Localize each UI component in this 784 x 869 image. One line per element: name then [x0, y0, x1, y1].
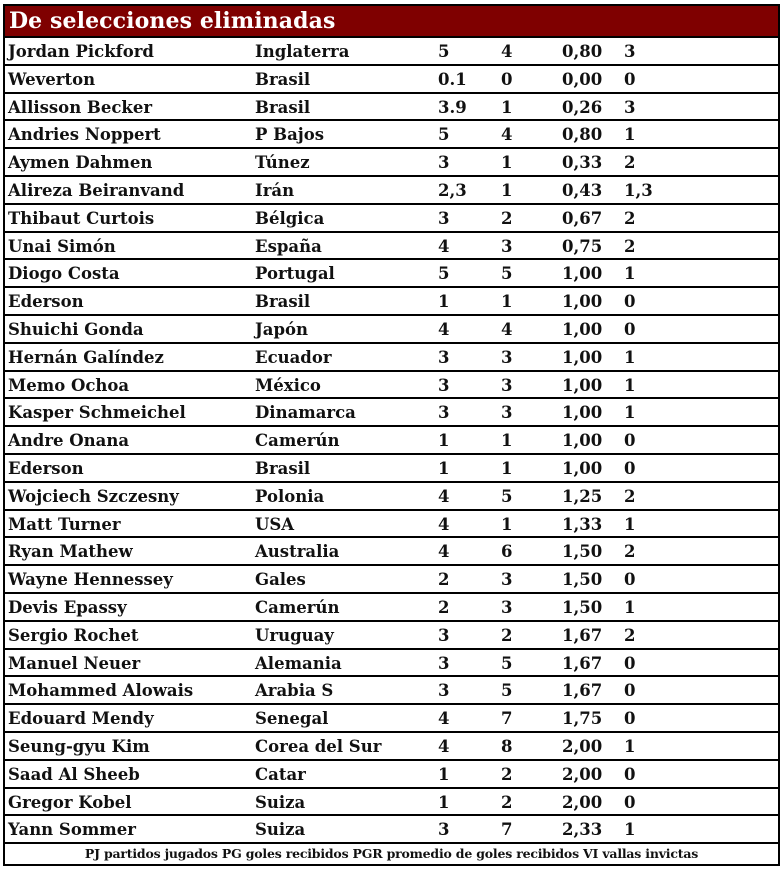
- goals-conceded: 4: [501, 319, 513, 339]
- clean-sheets: 0: [624, 458, 636, 478]
- clean-sheets: 0: [624, 792, 636, 812]
- goalkeeper-name: Unai Simón: [8, 236, 116, 256]
- table-row: [5, 622, 778, 650]
- table-row: [5, 94, 778, 122]
- goals-conceded-average: 1,50: [562, 542, 603, 562]
- goals-conceded: 7: [501, 820, 513, 840]
- team-country: Japón: [255, 319, 309, 339]
- goals-conceded: 8: [501, 736, 513, 756]
- team-country: Túnez: [255, 153, 310, 173]
- goals-conceded-average: 1,50: [562, 570, 603, 590]
- goals-conceded-average: 1,67: [562, 625, 603, 645]
- team-country: Camerún: [255, 597, 340, 617]
- table-row: [5, 538, 778, 566]
- goals-conceded: 5: [501, 486, 513, 506]
- table-row: [5, 427, 778, 455]
- table-row: [5, 816, 778, 844]
- team-country: Catar: [255, 764, 306, 784]
- goals-conceded: 3: [501, 347, 513, 367]
- matches-played: 3: [438, 347, 450, 367]
- matches-played: 3: [438, 153, 450, 173]
- team-country: Uruguay: [255, 625, 334, 645]
- goalkeeper-name: Diogo Costa: [8, 264, 120, 284]
- table-row: [5, 483, 778, 511]
- clean-sheets: 1: [624, 375, 636, 395]
- clean-sheets: 2: [624, 236, 636, 256]
- clean-sheets: 1: [624, 597, 636, 617]
- table-row: [5, 650, 778, 678]
- goalkeepers-table: [3, 4, 780, 866]
- team-country: Camerún: [255, 431, 340, 451]
- clean-sheets: 0: [624, 764, 636, 784]
- matches-played: 1: [438, 764, 450, 784]
- goalkeeper-name: Devis Epassy: [8, 597, 127, 617]
- goals-conceded-average: 2,00: [562, 764, 603, 784]
- goalkeeper-name: Edouard Mendy: [8, 709, 154, 729]
- clean-sheets: 0: [624, 431, 636, 451]
- team-country: Brasil: [255, 69, 311, 89]
- goals-conceded: 1: [501, 514, 513, 534]
- table-legend: PJ partidos jugados PG goles recibidos PGR promedio de goles recibidos VI vallas invictas: [84, 846, 699, 862]
- table-row: [5, 149, 778, 177]
- team-country: Dinamarca: [255, 403, 356, 423]
- team-country: Brasil: [255, 292, 311, 312]
- table-row: [5, 205, 778, 233]
- team-country: Brasil: [255, 458, 311, 478]
- goals-conceded-average: 1,33: [562, 514, 603, 534]
- goals-conceded: 0: [501, 69, 513, 89]
- goals-conceded-average: 1,00: [562, 264, 603, 284]
- goals-conceded-average: 0,75: [562, 236, 603, 256]
- goalkeeper-name: Shuichi Gonda: [8, 319, 144, 339]
- matches-played: 4: [438, 514, 450, 534]
- clean-sheets: 1: [624, 514, 636, 534]
- matches-played: 3.9: [438, 97, 467, 117]
- goalkeeper-name: Aymen Dahmen: [8, 153, 153, 173]
- table-title: De selecciones eliminadas: [5, 6, 778, 38]
- goals-conceded: 6: [501, 542, 513, 562]
- goals-conceded: 4: [501, 42, 513, 61]
- clean-sheets: 1: [624, 347, 636, 367]
- goals-conceded: 2: [501, 625, 513, 645]
- team-country: México: [255, 375, 321, 395]
- goals-conceded-average: 1,75: [562, 709, 603, 729]
- clean-sheets: 0: [624, 292, 636, 312]
- matches-played: 4: [438, 236, 450, 256]
- team-country: USA: [255, 514, 295, 534]
- goals-conceded: 3: [501, 570, 513, 590]
- matches-played: 2: [438, 570, 450, 590]
- goalkeeper-name: Ederson: [8, 292, 84, 312]
- clean-sheets: 1: [624, 125, 636, 145]
- matches-played: 3: [438, 820, 450, 840]
- goals-conceded-average: 1,25: [562, 486, 603, 506]
- team-country: Portugal: [255, 264, 335, 284]
- matches-played: 5: [438, 264, 450, 284]
- table-row: [5, 677, 778, 705]
- table-row: [5, 177, 778, 205]
- goals-conceded-average: 2,00: [562, 792, 603, 812]
- matches-played: 0.1: [438, 69, 467, 89]
- team-country: Ecuador: [255, 347, 332, 367]
- table-row: [5, 372, 778, 400]
- goals-conceded-average: 0,80: [562, 125, 603, 145]
- team-country: Corea del Sur: [255, 736, 382, 756]
- goals-conceded: 1: [501, 97, 513, 117]
- team-country: Polonia: [255, 486, 325, 506]
- goals-conceded: 4: [501, 125, 513, 145]
- goalkeeper-name: Sergio Rochet: [8, 625, 139, 645]
- matches-played: 3: [438, 403, 450, 423]
- goals-conceded: 7: [501, 709, 513, 729]
- table-row: [5, 260, 778, 288]
- matches-played: 2: [438, 597, 450, 617]
- team-country: Australia: [255, 542, 340, 562]
- table-row: [5, 789, 778, 817]
- clean-sheets: 1,3: [624, 180, 653, 200]
- goalkeeper-name: Wojciech Szczesny: [8, 486, 179, 506]
- clean-sheets: 2: [624, 153, 636, 173]
- goals-conceded-average: 1,67: [562, 653, 603, 673]
- goals-conceded: 1: [501, 153, 513, 173]
- team-country: España: [255, 236, 322, 256]
- matches-played: 1: [438, 792, 450, 812]
- clean-sheets: 0: [624, 709, 636, 729]
- goals-conceded-average: 0,00: [562, 69, 603, 89]
- matches-played: 4: [438, 736, 450, 756]
- team-country: Arabia S: [255, 681, 334, 701]
- table-row: [5, 316, 778, 344]
- goals-conceded: 1: [501, 180, 513, 200]
- table-row: [5, 399, 778, 427]
- clean-sheets: 1: [624, 403, 636, 423]
- matches-played: 3: [438, 681, 450, 701]
- goalkeeper-name: Hernán Galíndez: [8, 347, 164, 367]
- goals-conceded-average: 1,00: [562, 319, 603, 339]
- goals-conceded: 3: [501, 236, 513, 256]
- table-row: [5, 66, 778, 94]
- matches-played: 2,3: [438, 180, 467, 200]
- goals-conceded: 2: [501, 764, 513, 784]
- goals-conceded: 1: [501, 458, 513, 478]
- team-country: P Bajos: [255, 125, 325, 145]
- goalkeeper-name: Manuel Neuer: [8, 653, 141, 673]
- table-row: [5, 233, 778, 261]
- goalkeeper-name: Weverton: [8, 69, 96, 89]
- team-country: Senegal: [255, 709, 329, 729]
- goals-conceded: 1: [501, 292, 513, 312]
- matches-played: 1: [438, 292, 450, 312]
- team-country: Suiza: [255, 792, 306, 812]
- goals-conceded-average: 1,00: [562, 403, 603, 423]
- goals-conceded: 5: [501, 681, 513, 701]
- goals-conceded: 3: [501, 375, 513, 395]
- team-country: Gales: [255, 570, 306, 590]
- matches-played: 3: [438, 375, 450, 395]
- matches-played: 5: [438, 42, 450, 61]
- goals-conceded-average: 0,26: [562, 97, 603, 117]
- matches-played: 3: [438, 625, 450, 645]
- goals-conceded-average: 0,43: [562, 180, 603, 200]
- goalkeeper-name: Seung-gyu Kim: [8, 736, 150, 756]
- goalkeeper-name: Matt Turner: [8, 514, 121, 534]
- clean-sheets: 2: [624, 208, 636, 228]
- matches-played: 4: [438, 486, 450, 506]
- table-row: [5, 594, 778, 622]
- clean-sheets: 0: [624, 319, 636, 339]
- matches-played: 4: [438, 709, 450, 729]
- team-country: Alemania: [255, 653, 342, 673]
- table-row: [5, 38, 778, 66]
- table-row: [5, 344, 778, 372]
- goalkeeper-name: Wayne Hennessey: [8, 570, 173, 590]
- clean-sheets: 1: [624, 820, 636, 840]
- goalkeeper-name: Kasper Schmeichel: [8, 403, 186, 423]
- matches-played: 3: [438, 653, 450, 673]
- goalkeeper-name: Ederson: [8, 458, 84, 478]
- team-country: Brasil: [255, 97, 311, 117]
- goals-conceded: 5: [501, 264, 513, 284]
- goals-conceded-average: 1,67: [562, 681, 603, 701]
- goalkeeper-name: Mohammed Alowais: [8, 681, 194, 701]
- goals-conceded-average: 1,50: [562, 597, 603, 617]
- clean-sheets: 0: [624, 681, 636, 701]
- goals-conceded: 5: [501, 653, 513, 673]
- goalkeeper-name: Jordan Pickford: [8, 42, 154, 61]
- goalkeeper-name: Andries Noppert: [8, 125, 161, 145]
- goalkeeper-name: Allisson Becker: [8, 97, 153, 117]
- matches-played: 4: [438, 542, 450, 562]
- table-row: [5, 705, 778, 733]
- goals-conceded: 2: [501, 792, 513, 812]
- table-row: [5, 761, 778, 789]
- goals-conceded: 3: [501, 403, 513, 423]
- goalkeeper-name: Saad Al Sheeb: [8, 764, 140, 784]
- table-row: [5, 566, 778, 594]
- clean-sheets: 2: [624, 542, 636, 562]
- goalkeeper-name: Andre Onana: [8, 431, 130, 451]
- goalkeeper-name: Ryan Mathew: [8, 542, 133, 562]
- goalkeeper-name: Memo Ochoa: [8, 375, 130, 395]
- matches-played: 1: [438, 431, 450, 451]
- goalkeeper-name: Gregor Kobel: [8, 792, 132, 812]
- goals-conceded-average: 1,00: [562, 292, 603, 312]
- table-row: [5, 288, 778, 316]
- matches-played: 3: [438, 208, 450, 228]
- table-row: [5, 455, 778, 483]
- goalkeeper-name: Alireza Beiranvand: [8, 180, 185, 200]
- clean-sheets: 3: [624, 97, 636, 117]
- goals-conceded: 3: [501, 597, 513, 617]
- team-country: Inglaterra: [255, 42, 350, 61]
- clean-sheets: 2: [624, 486, 636, 506]
- clean-sheets: 0: [624, 69, 636, 89]
- table-row: [5, 121, 778, 149]
- goals-conceded-average: 0,80: [562, 42, 603, 61]
- goals-conceded-average: 2,33: [562, 820, 603, 840]
- matches-played: 4: [438, 319, 450, 339]
- goals-conceded: 2: [501, 208, 513, 228]
- clean-sheets: 1: [624, 264, 636, 284]
- clean-sheets: 0: [624, 570, 636, 590]
- clean-sheets: 3: [624, 42, 636, 61]
- table-row: [5, 733, 778, 761]
- goals-conceded-average: 1,00: [562, 347, 603, 367]
- table-body: [5, 38, 778, 844]
- goalkeeper-name: Yann Sommer: [8, 820, 136, 840]
- clean-sheets: 1: [624, 736, 636, 756]
- clean-sheets: 2: [624, 625, 636, 645]
- goalkeeper-name: Thibaut Curtois: [8, 208, 155, 228]
- matches-played: 5: [438, 125, 450, 145]
- table-row: [5, 511, 778, 539]
- goals-conceded-average: 0,67: [562, 208, 603, 228]
- goals-conceded-average: 1,00: [562, 431, 603, 451]
- goals-conceded: 1: [501, 431, 513, 451]
- goals-conceded-average: 0,33: [562, 153, 603, 173]
- goals-conceded-average: 1,00: [562, 458, 603, 478]
- team-country: Suiza: [255, 820, 306, 840]
- goals-conceded-average: 1,00: [562, 375, 603, 395]
- matches-played: 1: [438, 458, 450, 478]
- team-country: Bélgica: [255, 208, 325, 228]
- team-country: Irán: [255, 180, 295, 200]
- goals-conceded-average: 2,00: [562, 736, 603, 756]
- clean-sheets: 0: [624, 653, 636, 673]
